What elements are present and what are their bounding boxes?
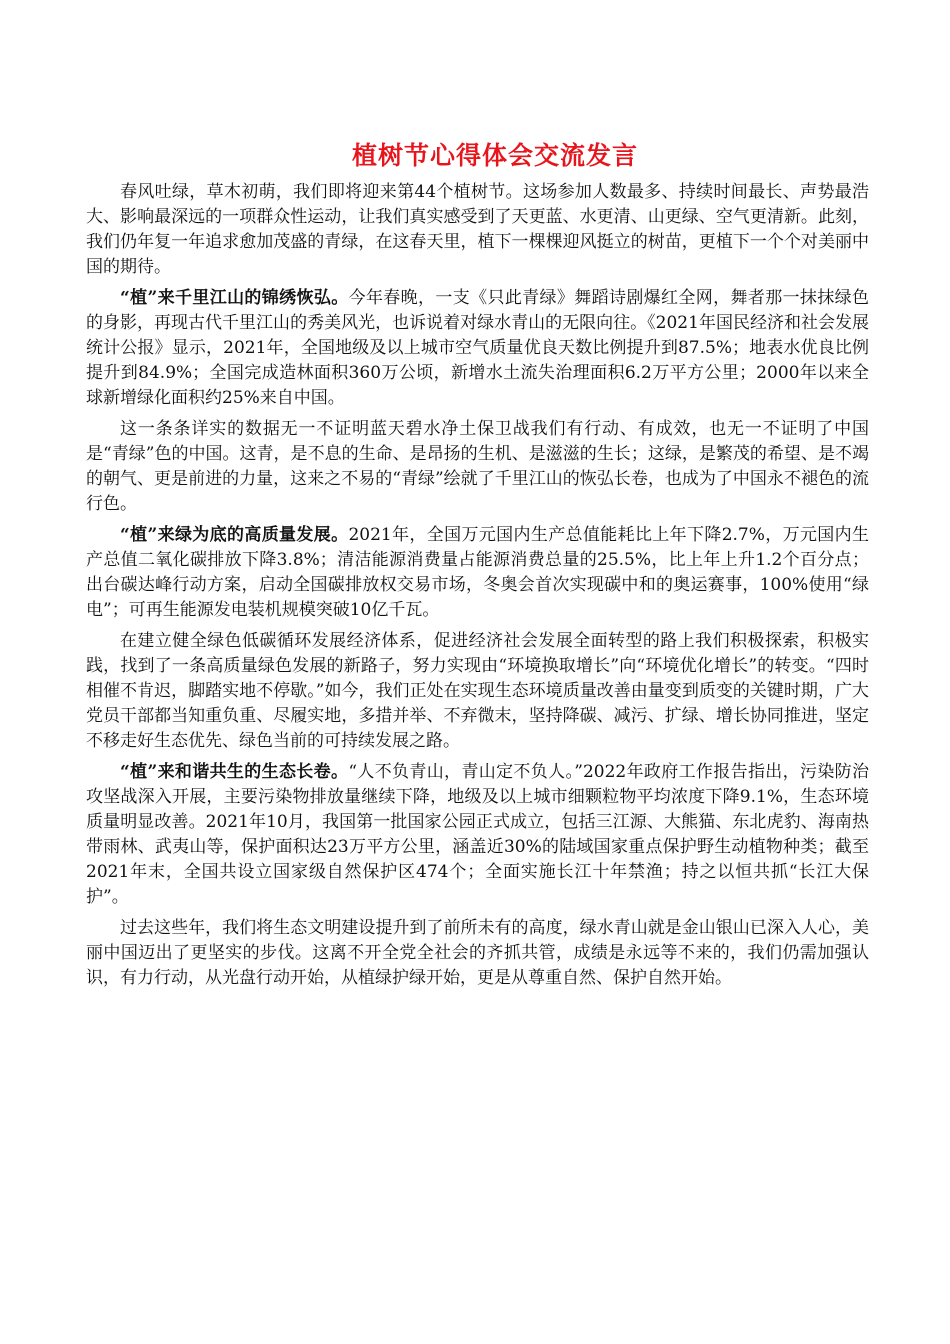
paragraph-section-2-continued xyxy=(86,629,869,754)
paragraph-text: 2021年，全国万元国内生产总值能耗比上年下降2.7%，万元国内生产总值二氧化碳排放下降3.8%；清洁能源消费量占能源消费总量的25.5%，比上年上升1.2个百分点；出台碳达峰行动方案，启动全国碳排放权交易市场，冬奥会首次实现碳中和的奥运赛事，100%使用“绿电”；可再生能源发电装机规模突破10亿千瓦。 xyxy=(86,525,869,620)
document-body xyxy=(86,180,869,997)
paragraph-intro xyxy=(86,180,869,280)
section-heading: “植”来千里江山的锦绣恢弘。 xyxy=(120,288,349,308)
paragraph-conclusion xyxy=(86,916,869,991)
paragraph-section-1 xyxy=(86,286,869,411)
paragraph-text: 今年春晚，一支《只此青绿》舞蹈诗剧爆红全网，舞者那一抹抹绿色的身影，再现古代千里江山的秀美风光，也诉说着对绿水青山的无限向往。《2021年国民经济和社会发展统计公报》显示，2021年，全国地级及以上城市空气质量优良天数比例提升到87.5%；地表水优良比例提升到84.9%；全国完成造林面积360万公顷，新增水土流失治理面积6.2万平方公里；2000年以来全球新增绿化面积约25%来自中国。 xyxy=(86,288,870,408)
page-title: 植树节心得体会交流发言 xyxy=(351,141,638,170)
paragraph-text: 在建立健全绿色低碳循环发展经济体系，促进经济社会发展全面转型的路上我们积极探索，积极实践，找到了一条高质量绿色发展的新路子，努力实现由“环境换取增长”向“环境优化增长”的转变。“四时相催不肯迟，脚踏实地不停歇。”如今，我们正处在实现生态环境质量改善由量变到质变的关键时期，广大党员干部都当知重负重、尽履实地，多措并举、不弃微末，坚持降碳、减污、扩绿、增长协同推进，坚定不移走好生态优先、绿色当前的可持续发展之路。 xyxy=(86,631,869,751)
paragraph-text: 这一条条详实的数据无一不证明蓝天碧水净土保卫战我们有行动、有成效，也无一不证明了中国是“青绿”色的中国。这青，是不息的生命、是昂扬的生机、是滋滋的生长；这绿，是繁茂的希望、是不竭的朝气、更是前进的力量，这来之不易的“青绿”绘就了千里江山的恢弘长卷，也成为了中国永不褪色的流行色。 xyxy=(86,419,869,514)
paragraph-text: 春风吐绿，草木初萌，我们即将迎来第44个植树节。这场参加人数最多、持续时间最长、声势最浩大、影响最深远的一项群众性运动，让我们真实感受到了天更蓝、水更清、山更绿、空气更清新。此刻，我们仍年复一年追求愈加茂盛的青绿，在这春天里，植下一棵棵迎风挺立的树苗，更植下一个个对美丽中国的期待。 xyxy=(86,182,869,277)
paragraph-section-1-continued xyxy=(86,417,869,517)
paragraph-section-2 xyxy=(86,523,869,623)
section-heading: “植”来绿为底的高质量发展。 xyxy=(120,525,349,545)
paragraph-text: 过去这些年，我们将生态文明建设提升到了前所未有的高度，绿水青山就是金山银山已深入人心，美丽中国迈出了更坚实的步伐。这离不开全党全社会的齐抓共管，成绩是永远等不来的，我们仍需加强认识，有力行动，从光盘行动开始，从植绿护绿开始，更是从尊重自然、保护自然开始。 xyxy=(86,918,869,988)
section-heading: “植”来和谐共生的生态长卷。 xyxy=(120,762,349,782)
paragraph-section-3 xyxy=(86,760,869,910)
paragraph-text: “人不负青山，青山定不负人。”2022年政府工作报告指出，污染防治攻坚战深入开展，主要污染物排放量继续下降，地级及以上城市细颗粒物平均浓度下降9.1%，生态环境质量明显改善。2021年10月，我国第一批国家公园正式成立，包括三江源、大熊猫、东北虎豹、海南热带雨林、武夷山等，保护面积达23万平方公里，涵盖近30%的陆域国家重点保护野生动植物种类；截至2021年末，全国共设立国家级自然保护区474个；全面实施长江十年禁渔；持之以恒共抓“长江大保护”。 xyxy=(86,762,869,907)
